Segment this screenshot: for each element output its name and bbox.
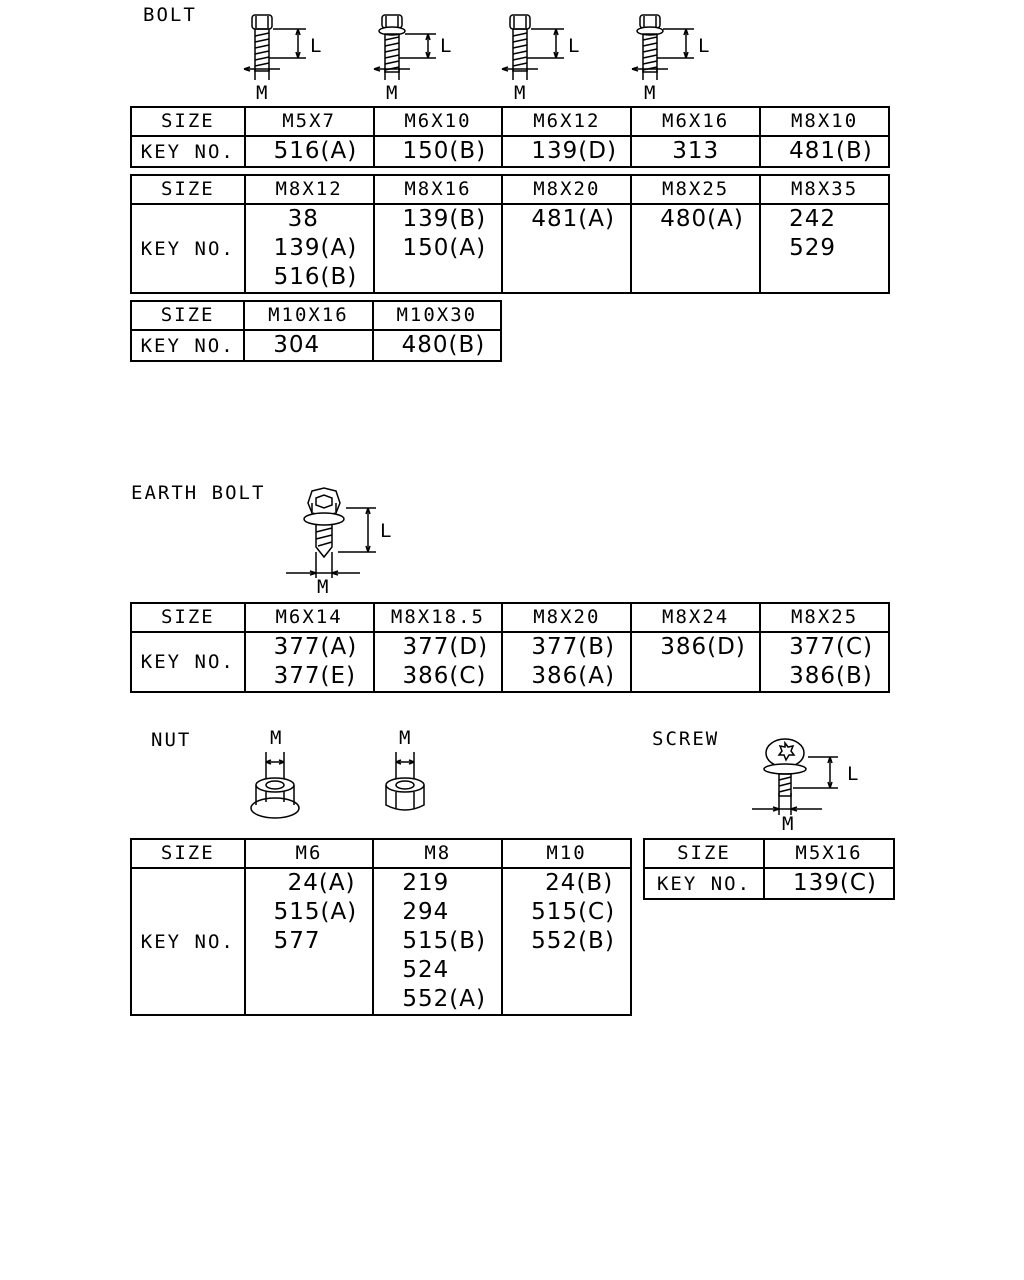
key-number: 516(A) (273, 138, 358, 164)
bolt-dim-m-2: M (386, 82, 400, 104)
bolt-illustration-1 (240, 10, 340, 105)
key-number: 386(B) (789, 663, 873, 689)
size-row (131, 175, 889, 204)
hex-nut-illustration (378, 750, 438, 825)
key-number: 524 (402, 957, 450, 983)
screw-dim-l: L (847, 763, 861, 785)
size-cell: M6 (245, 839, 374, 868)
size-row-label: SIZE (131, 603, 245, 632)
key-number: 242 (789, 206, 836, 232)
key-row (644, 868, 894, 899)
key-cell (374, 632, 503, 692)
key-number: 139(A) (273, 235, 358, 261)
earth-bolt-size-table (130, 602, 890, 693)
key-cell (502, 204, 631, 293)
key-number: 139(C) (793, 870, 877, 896)
size-cell: M5X16 (764, 839, 894, 868)
size-cell: M8 (373, 839, 502, 868)
key-cell (760, 136, 889, 167)
key-number: 294 (402, 899, 450, 925)
key-row (131, 330, 501, 361)
key-cell (373, 330, 501, 361)
size-row (131, 839, 631, 868)
earth-bolt-dim-l: L (380, 520, 394, 542)
bolt-dim-l-4: L (698, 35, 712, 57)
size-cell: M6X16 (631, 107, 760, 136)
key-row-label: KEY NO. (131, 868, 245, 1015)
size-row (644, 839, 894, 868)
key-cell (373, 868, 502, 1015)
bolt-dim-l-2: L (440, 35, 454, 57)
key-row (131, 868, 631, 1015)
size-cell: M8X20 (502, 175, 631, 204)
nut-dim-m-1: M (270, 727, 284, 749)
key-number: 515(C) (531, 899, 616, 925)
screw-size-table (643, 838, 895, 900)
key-number: 313 (672, 138, 720, 164)
key-cell (760, 632, 889, 692)
key-cell (374, 136, 503, 167)
bolt-dim-m-4: M (644, 82, 658, 104)
size-cell: M8X35 (760, 175, 889, 204)
bolt-illustration-2 (370, 10, 470, 105)
bolt-dim-m-3: M (514, 82, 528, 104)
size-row-label: SIZE (131, 175, 245, 204)
key-row (131, 204, 889, 293)
size-cell: M6X10 (374, 107, 503, 136)
key-cell (245, 204, 374, 293)
key-number: 552(B) (531, 928, 615, 954)
nut-dim-m-2: M (399, 727, 413, 749)
size-cell: M8X10 (760, 107, 889, 136)
key-row-label: KEY NO. (131, 632, 245, 692)
size-row-label: SIZE (131, 107, 245, 136)
bolt-size-table-2 (130, 174, 890, 294)
size-cell: M8X25 (631, 175, 760, 204)
size-cell: M8X25 (760, 603, 889, 632)
key-cell (502, 632, 631, 692)
size-row (131, 107, 889, 136)
key-number: 480(B) (401, 332, 486, 358)
key-number: 386(C) (402, 663, 487, 689)
nut-section-title: NUT (151, 729, 192, 751)
size-row (131, 301, 501, 330)
key-number: 139(B) (402, 206, 487, 232)
bolt-illustration-3 (498, 10, 598, 105)
key-cell (631, 136, 760, 167)
key-number: 377(D) (402, 634, 489, 660)
key-row-label: KEY NO. (644, 868, 764, 899)
key-number: 304 (273, 332, 321, 358)
key-number: 377(E) (273, 663, 357, 689)
key-cell (760, 204, 889, 293)
key-number: 150(B) (402, 138, 487, 164)
key-number: 552(A) (402, 986, 486, 1012)
screw-illustration (750, 733, 850, 823)
key-number: 515(B) (402, 928, 486, 954)
key-number: 219 (402, 870, 450, 896)
size-cell: M8X24 (631, 603, 760, 632)
key-cell (502, 136, 631, 167)
key-cell (764, 868, 894, 899)
key-number: 377(B) (531, 634, 615, 660)
size-cell: M10X16 (244, 301, 372, 330)
key-number: 150(A) (402, 235, 487, 261)
key-cell (374, 204, 503, 293)
key-cell (245, 136, 374, 167)
key-number: 577 (273, 928, 321, 954)
key-cell (631, 204, 760, 293)
size-cell: M10 (502, 839, 631, 868)
key-number: 24(B) (545, 870, 614, 896)
key-number: 529 (789, 235, 836, 261)
nut-size-table (130, 838, 632, 1016)
earth-bolt-dim-m: M (317, 576, 331, 598)
size-cell: M5X7 (245, 107, 374, 136)
size-cell: M8X20 (502, 603, 631, 632)
key-row (131, 632, 889, 692)
key-number: 24(A) (287, 870, 356, 896)
key-cell (631, 632, 760, 692)
key-number: 516(B) (273, 264, 358, 290)
key-row (131, 136, 889, 167)
size-cell: M8X16 (374, 175, 503, 204)
key-cell (244, 330, 372, 361)
key-number: 139(D) (531, 138, 617, 164)
key-number: 377(C) (789, 634, 873, 660)
key-cell (245, 632, 374, 692)
key-number: 386(D) (660, 634, 746, 660)
bolt-illustration-4 (628, 10, 728, 105)
key-number: 480(A) (660, 206, 744, 232)
bolt-dim-l-3: L (568, 35, 582, 57)
earth-bolt-illustration (282, 486, 392, 586)
size-cell: M8X12 (245, 175, 374, 204)
key-number: 386(A) (531, 663, 615, 689)
size-cell: M6X14 (245, 603, 374, 632)
bolt-size-table-1 (130, 106, 890, 168)
key-row-label: KEY NO. (131, 136, 245, 167)
earth-bolt-section-title: EARTH BOLT (131, 482, 266, 504)
key-number: 377(A) (273, 634, 358, 660)
key-cell (502, 868, 631, 1015)
bolt-dim-l-1: L (310, 35, 324, 57)
size-row-label: SIZE (131, 839, 245, 868)
size-row (131, 603, 889, 632)
flange-nut-illustration (248, 750, 308, 825)
size-cell: M10X30 (373, 301, 501, 330)
key-number: 515(A) (273, 899, 358, 925)
key-row-label: KEY NO. (131, 330, 244, 361)
key-number: 481(A) (531, 206, 615, 232)
key-number: 38 (287, 206, 319, 232)
bolt-section-title: BOLT (143, 4, 197, 26)
key-row-label: KEY NO. (131, 204, 245, 293)
bolt-dim-m-1: M (256, 82, 270, 104)
screw-dim-m: M (782, 813, 796, 835)
screw-section-title: SCREW (652, 728, 720, 750)
size-row-label: SIZE (131, 301, 244, 330)
size-row-label: SIZE (644, 839, 764, 868)
bolt-size-table-3 (130, 300, 502, 362)
size-cell: M8X18.5 (374, 603, 503, 632)
size-cell: M6X12 (502, 107, 631, 136)
key-number: 481(B) (789, 138, 873, 164)
key-cell (245, 868, 374, 1015)
